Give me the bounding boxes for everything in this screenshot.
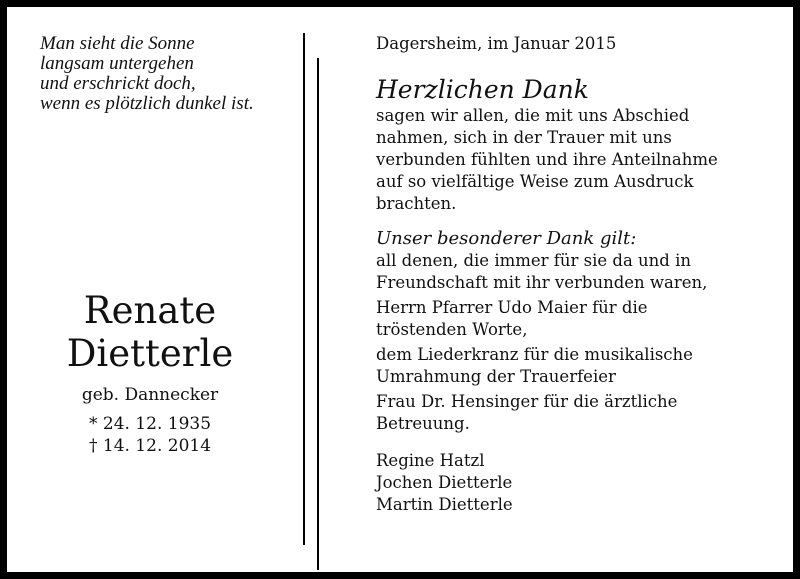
birth-date: * 24. 12. 1935 — [88, 414, 212, 434]
thanks-line: dem Liederkranz für die musikalische — [376, 345, 693, 364]
poem-line: und erschrickt doch, — [40, 73, 196, 94]
intro-line: verbunden fühlten und ihre Anteilnahme — [376, 150, 718, 169]
thanks-column — [376, 33, 718, 516]
poem-line: wenn es plötzlich dunkel ist. — [40, 93, 254, 114]
signature: Jochen Dietterle — [376, 473, 513, 492]
special-heading: Unser besonderer Dank gilt: — [376, 228, 637, 249]
poem-line: Man sieht die Sonne — [40, 33, 195, 54]
place-date: Dagersheim, im Januar 2015 — [376, 34, 617, 53]
divider-line-left — [303, 33, 305, 545]
last-name: Dietterle — [66, 332, 234, 375]
signature: Regine Hatzl — [376, 451, 485, 470]
poem-line: langsam untergehen — [40, 53, 194, 74]
intro-line: auf so vielfältige Weise zum Ausdruck — [376, 172, 694, 191]
intro-line: brachten. — [376, 194, 457, 213]
thanks-line: tröstenden Worte, — [376, 320, 528, 339]
intro-line: nahmen, sich in der Trauer mit uns — [376, 128, 672, 147]
thanks-line: Freundschaft mit ihr verbunden waren, — [376, 273, 708, 292]
maiden-name: geb. Dannecker — [81, 385, 219, 405]
thanks-line: all denen, die immer für sie da und in — [376, 251, 692, 270]
first-name: Renate — [83, 289, 217, 332]
poem — [40, 34, 254, 114]
death-date: † 14. 12. 2014 — [88, 436, 212, 456]
heading: Herzlichen Dank — [376, 75, 589, 104]
thanks-line: Herrn Pfarrer Udo Maier für die — [376, 298, 648, 317]
thanks-line: Umrahmung der Trauerfeier — [376, 367, 616, 386]
thanks-line: Betreuung. — [376, 414, 470, 433]
signature: Martin Dietterle — [376, 495, 513, 514]
deceased-name — [40, 289, 260, 375]
intro-line: sagen wir allen, die mit uns Abschied — [376, 106, 690, 125]
thanks-line: Frau Dr. Hensinger für die ärztliche — [376, 392, 678, 411]
divider-line-right — [317, 58, 319, 570]
